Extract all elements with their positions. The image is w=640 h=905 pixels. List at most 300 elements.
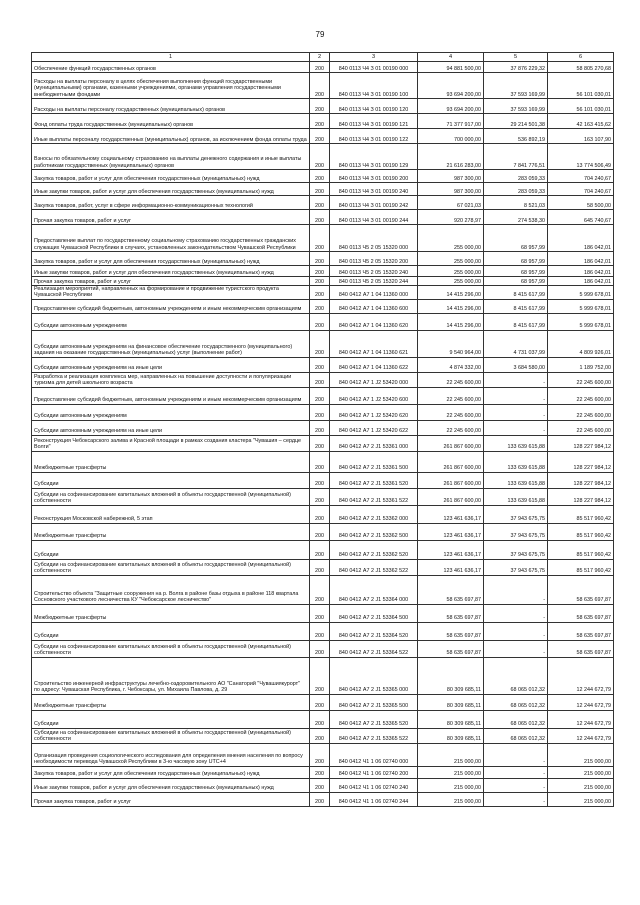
table-row (32, 357, 614, 372)
table-cell-approved: 94 881 500,00 (418, 62, 484, 73)
table-cell-description: Субсидии автономным учреждениям на финансовое обеспечение государственного (муниципального) задания на оказание государственных (муниципальных) услуг (выполнение работ) (32, 330, 310, 357)
table-cell-line-code: 200 (310, 144, 330, 170)
table-cell-budget-code: 840 0412 А7 2 J1 53365 000 (330, 657, 418, 694)
table-cell-description: Расходы на выплаты персоналу в целях обеспечения выполнения функций государственными (муниципальными) органами, казенными учреждениями, органами управления государственными внебюджетными фондами (32, 73, 310, 99)
table-cell-budget-code: 840 0113 Ч4 З 01 00190 200 (330, 170, 418, 183)
table-cell-description: Субсидии на софинансирование капитальных вложений в объекты государственной (муниципальной) собственности (32, 640, 310, 657)
table-row (32, 743, 614, 766)
table-cell-approved: 93 694 200,00 (418, 99, 484, 114)
table-cell-description: Субсидии (32, 472, 310, 488)
column-number-row (32, 53, 614, 62)
table-row (32, 170, 614, 183)
table-cell-unexecuted: 42 163 415,62 (548, 114, 614, 129)
table-cell-description: Закупка товаров, работ и услуг для обеспечения государственных (муниципальных) нужд (32, 766, 310, 778)
table-cell-description: Межбюджетные трансферты (32, 604, 310, 622)
table-cell-approved: 80 309 685,11 (418, 728, 484, 743)
table-cell-executed: - (484, 766, 548, 778)
table-row (32, 472, 614, 488)
table-cell-executed: 7 841 776,51 (484, 144, 548, 170)
table-cell-approved: 123 461 636,17 (418, 540, 484, 559)
table-cell-description: Предоставление субсидий бюджетным, автономным учреждениям и иным некоммерческим организациям (32, 387, 310, 404)
table-cell-line-code: 200 (310, 451, 330, 472)
table-cell-budget-code: 840 0412 А7 2 J1 53362 000 (330, 505, 418, 523)
table-row (32, 225, 614, 252)
table-row (32, 488, 614, 505)
table-cell-unexecuted: 58 635 697,87 (548, 640, 614, 657)
table-cell-executed: - (484, 404, 548, 420)
table-cell-budget-code: 840 0412 А7 2 J1 53362 522 (330, 559, 418, 575)
table-cell-description: Иные выплаты персоналу государственных (муниципальных) органов, за исключением фонда оплаты труда (32, 129, 310, 144)
table-cell-budget-code: 840 0412 А7 1 04 11360 000 (330, 286, 418, 300)
column-header: 6 (548, 53, 614, 62)
table-cell-budget-code: 840 0412 А7 2 J1 53361 520 (330, 472, 418, 488)
table-cell-line-code: 200 (310, 114, 330, 129)
table-cell-executed: - (484, 575, 548, 604)
table-cell-approved: 255 000,00 (418, 225, 484, 252)
table-cell-unexecuted: 58 635 697,87 (548, 575, 614, 604)
table-cell-description: Прочая закупка товаров, работ и услуг (32, 277, 310, 286)
table-cell-budget-code: 840 0412 А7 2 J1 53361 500 (330, 451, 418, 472)
table-cell-description: Разработка и реализация комплекса мер, направленных на повышение доступности и популяризации туризма для детей школьного возраста (32, 372, 310, 387)
table-row (32, 559, 614, 575)
table-row (32, 252, 614, 266)
table-row (32, 728, 614, 743)
table-row (32, 129, 614, 144)
table-cell-executed: 8 415 617,99 (484, 299, 548, 313)
table-row (32, 266, 614, 277)
table-cell-executed: - (484, 372, 548, 387)
table-cell-budget-code: 840 0113 Ч4 З 01 00190 121 (330, 114, 418, 129)
table-row (32, 523, 614, 540)
table-cell-unexecuted: 1 189 752,00 (548, 357, 614, 372)
table-cell-budget-code: 840 0412 А7 2 J1 53364 000 (330, 575, 418, 604)
table-cell-unexecuted: 704 240,67 (548, 183, 614, 196)
table-cell-budget-code: 840 0412 Ч1 1 06 02740 000 (330, 743, 418, 766)
table-cell-line-code: 200 (310, 196, 330, 210)
table-row (32, 694, 614, 710)
table-cell-budget-code: 840 0412 А7 2 J1 53361 000 (330, 435, 418, 451)
table-cell-line-code: 200 (310, 505, 330, 523)
table-cell-description: Субсидии (32, 710, 310, 728)
table-cell-line-code: 200 (310, 62, 330, 73)
table-cell-approved: 123 461 636,17 (418, 505, 484, 523)
table-cell-executed: - (484, 778, 548, 792)
column-header: 4 (418, 53, 484, 62)
table-cell-executed: 133 639 615,88 (484, 451, 548, 472)
table-cell-budget-code: 840 0412 Ч1 1 06 02740 200 (330, 766, 418, 778)
table-cell-budget-code: 840 0113 Ч5 2 05 15320 244 (330, 277, 418, 286)
table-cell-approved: 920 278,97 (418, 210, 484, 225)
table-cell-executed: 37 593 169,99 (484, 73, 548, 99)
table-cell-approved: 261 867 600,00 (418, 472, 484, 488)
budget-report-table (31, 52, 614, 807)
table-cell-line-code: 200 (310, 313, 330, 330)
table-row (32, 210, 614, 225)
table-cell-description: Субсидии (32, 540, 310, 559)
table-cell-unexecuted: 128 227 984,12 (548, 435, 614, 451)
table-cell-description: Предоставление выплат по государственному социальному страхованию государственных гражданских служащих Чувашской Республики в случаях, установленных законодательством Чувашской Республики (32, 225, 310, 252)
table-cell-unexecuted: 186 042,01 (548, 225, 614, 252)
table-cell-approved: 80 309 685,11 (418, 710, 484, 728)
table-cell-unexecuted: 13 774 506,49 (548, 144, 614, 170)
table-cell-approved: 71 377 917,00 (418, 114, 484, 129)
table-cell-approved: 255 000,00 (418, 277, 484, 286)
table-cell-approved: 80 309 685,11 (418, 694, 484, 710)
table-cell-description: Реконструкция Московской набережной, 5 этап (32, 505, 310, 523)
table-cell-line-code: 200 (310, 766, 330, 778)
table-cell-description: Организация проведения социологического исследования для определения мнения населения по вопросу необходимости перевода Чувашской Республики в 3-ю часовую зону UTC+4 (32, 743, 310, 766)
table-cell-approved: 123 461 636,17 (418, 559, 484, 575)
table-cell-approved: 67 021,03 (418, 196, 484, 210)
table-row (32, 451, 614, 472)
table-cell-budget-code: 840 0412 Ч1 1 06 02740 244 (330, 792, 418, 806)
table-cell-executed: - (484, 640, 548, 657)
table-cell-executed: 68 957,99 (484, 252, 548, 266)
table-cell-description: Закупка товаров, работ и услуг для обеспечения государственных (муниципальных) нужд (32, 252, 310, 266)
table-row (32, 404, 614, 420)
table-cell-description: Строительство инженерной инфраструктуры лечебно-оздоровительного АО "Санаторий "Чувашиякурорт" по адресу: Чувашская Республика, г. Чебоксары, ул. Михаила Павлова, д. 29 (32, 657, 310, 694)
table-cell-approved: 14 415 296,00 (418, 299, 484, 313)
table-cell-budget-code: 840 0412 А7 1 04 11360 621 (330, 330, 418, 357)
table-cell-description: Закупка товаров, работ и услуг для обеспечения государственных (муниципальных) нужд (32, 170, 310, 183)
table-cell-description: Субсидии автономным учреждениям на иные цели (32, 357, 310, 372)
table-cell-executed: 68 957,99 (484, 225, 548, 252)
table-cell-description: Иные закупки товаров, работ и услуг для обеспечения государственных (муниципальных) нужд (32, 266, 310, 277)
table-cell-line-code: 200 (310, 540, 330, 559)
table-cell-description: Межбюджетные трансферты (32, 523, 310, 540)
table-row (32, 505, 614, 523)
table-cell-unexecuted: 12 244 672,79 (548, 710, 614, 728)
table-cell-executed: 3 684 580,00 (484, 357, 548, 372)
table-row (32, 540, 614, 559)
table-cell-budget-code: 840 0412 А7 2 J1 53364 500 (330, 604, 418, 622)
table-cell-unexecuted: 163 107,90 (548, 129, 614, 144)
table-row (32, 778, 614, 792)
table-cell-executed: 37 943 675,75 (484, 505, 548, 523)
table-cell-unexecuted: 128 227 984,12 (548, 488, 614, 505)
table-cell-executed: 68 957,99 (484, 277, 548, 286)
table-cell-executed: 68 065 012,32 (484, 710, 548, 728)
table-cell-unexecuted: 58 805 270,68 (548, 62, 614, 73)
table-cell-line-code: 200 (310, 99, 330, 114)
table-cell-executed: 8 521,03 (484, 196, 548, 210)
table-cell-budget-code: 840 0412 А7 2 J1 53362 520 (330, 540, 418, 559)
table-row (32, 277, 614, 286)
table-cell-budget-code: 840 0412 А7 1 J2 53420 622 (330, 420, 418, 435)
table-cell-unexecuted: 128 227 984,12 (548, 472, 614, 488)
table-cell-line-code: 200 (310, 710, 330, 728)
table-row (32, 372, 614, 387)
table-row (32, 299, 614, 313)
table-cell-executed: - (484, 792, 548, 806)
table-cell-line-code: 200 (310, 252, 330, 266)
table-cell-description: Реализация мероприятий, направленных на формирование и продвижение туристского продукта Чувашской Республики (32, 286, 310, 300)
table-cell-budget-code: 840 0113 Ч5 2 05 15320 200 (330, 252, 418, 266)
table-cell-approved: 987 300,00 (418, 170, 484, 183)
table-cell-line-code: 200 (310, 404, 330, 420)
table-row (32, 420, 614, 435)
table-cell-executed: 37 943 675,75 (484, 559, 548, 575)
table-cell-approved: 22 245 600,00 (418, 420, 484, 435)
table-cell-executed: 8 415 617,99 (484, 286, 548, 300)
table-cell-unexecuted: 12 244 672,79 (548, 657, 614, 694)
table-cell-approved: 58 635 697,87 (418, 640, 484, 657)
table-cell-executed: - (484, 420, 548, 435)
table-cell-budget-code: 840 0113 Ч4 З 01 00190 240 (330, 183, 418, 196)
table-cell-unexecuted: 215 000,00 (548, 778, 614, 792)
table-cell-line-code: 200 (310, 225, 330, 252)
table-cell-approved: 22 245 600,00 (418, 404, 484, 420)
table-cell-executed: 133 639 615,88 (484, 435, 548, 451)
table-cell-unexecuted: 58 635 697,87 (548, 622, 614, 640)
table-cell-budget-code: 840 0412 А7 1 J2 53420 000 (330, 372, 418, 387)
table-row (32, 604, 614, 622)
table-cell-unexecuted: 56 101 030,01 (548, 73, 614, 99)
table-cell-unexecuted: 215 000,00 (548, 792, 614, 806)
table-cell-unexecuted: 85 517 960,42 (548, 559, 614, 575)
table-cell-budget-code: 840 0412 Ч1 1 06 02740 240 (330, 778, 418, 792)
table-row (32, 792, 614, 806)
table-cell-approved: 700 000,00 (418, 129, 484, 144)
table-cell-unexecuted: 85 517 960,42 (548, 523, 614, 540)
table-cell-approved: 93 694 200,00 (418, 73, 484, 99)
table-cell-line-code: 200 (310, 488, 330, 505)
table-cell-unexecuted: 22 245 600,00 (548, 372, 614, 387)
table-cell-executed: 68 065 012,32 (484, 728, 548, 743)
table-cell-unexecuted: 12 244 672,79 (548, 728, 614, 743)
table-cell-approved: 215 000,00 (418, 792, 484, 806)
table-cell-description: Строительство объекта "Защитные сооружения на р. Волга в районе базы отдыха в районе 118 квартала Сосновского участкового лесничества КУ "Чебоксарское лесничество" (32, 575, 310, 604)
table-cell-line-code: 200 (310, 357, 330, 372)
table-cell-description: Фонд оплаты труда государственных (муниципальных) органов (32, 114, 310, 129)
table-cell-approved: 123 461 636,17 (418, 523, 484, 540)
table-cell-approved: 22 245 600,00 (418, 372, 484, 387)
table-cell-line-code: 200 (310, 210, 330, 225)
table-cell-approved: 987 300,00 (418, 183, 484, 196)
table-cell-description: Субсидии на софинансирование капитальных вложений в объекты государственной (муниципальной) собственности (32, 728, 310, 743)
table-cell-approved: 58 635 697,87 (418, 575, 484, 604)
table-cell-description: Субсидии на софинансирование капитальных вложений в объекты государственной (муниципальной) собственности (32, 488, 310, 505)
table-cell-line-code: 200 (310, 420, 330, 435)
table-cell-unexecuted: 85 517 960,42 (548, 540, 614, 559)
table-cell-description: Прочая закупка товаров, работ и услуг (32, 792, 310, 806)
table-cell-line-code: 200 (310, 387, 330, 404)
table-cell-line-code: 200 (310, 170, 330, 183)
table-row (32, 114, 614, 129)
table-cell-budget-code: 840 0412 А7 1 J2 53420 620 (330, 404, 418, 420)
column-header: 1 (32, 53, 310, 62)
table-cell-line-code: 200 (310, 559, 330, 575)
table-cell-description: Межбюджетные трансферты (32, 694, 310, 710)
column-header: 2 (310, 53, 330, 62)
table-row (32, 657, 614, 694)
table-cell-line-code: 200 (310, 330, 330, 357)
table-cell-executed: 4 731 037,99 (484, 330, 548, 357)
table-cell-approved: 261 867 600,00 (418, 451, 484, 472)
table-cell-approved: 14 415 296,00 (418, 286, 484, 300)
table-cell-unexecuted: 186 042,01 (548, 252, 614, 266)
table-cell-line-code: 200 (310, 640, 330, 657)
table-cell-description: Закупка товаров, работ, услуг в сфере информационно-коммуникационных технологий (32, 196, 310, 210)
table-row (32, 710, 614, 728)
table-cell-approved: 261 867 600,00 (418, 488, 484, 505)
table-cell-description: Субсидии (32, 622, 310, 640)
table-cell-budget-code: 840 0412 А7 1 04 11360 620 (330, 313, 418, 330)
table-cell-executed: 133 639 615,88 (484, 472, 548, 488)
table-cell-budget-code: 840 0412 А7 1 J2 53420 600 (330, 387, 418, 404)
table-cell-unexecuted: 85 517 960,42 (548, 505, 614, 523)
table-cell-line-code: 200 (310, 266, 330, 277)
table-cell-executed: - (484, 387, 548, 404)
table-cell-approved: 14 415 296,00 (418, 313, 484, 330)
table-row (32, 640, 614, 657)
table-cell-budget-code: 840 0113 Ч4 З 01 00190 122 (330, 129, 418, 144)
table-cell-line-code: 200 (310, 778, 330, 792)
table-cell-budget-code: 840 0113 Ч5 2 05 15320 240 (330, 266, 418, 277)
table-cell-executed: 37 593 169,99 (484, 99, 548, 114)
page-number: 79 (315, 30, 325, 39)
table-cell-budget-code: 840 0412 А7 2 J1 53361 522 (330, 488, 418, 505)
table-cell-line-code: 200 (310, 728, 330, 743)
table-cell-approved: 9 540 964,00 (418, 330, 484, 357)
table-cell-budget-code: 840 0113 Ч4 З 01 00190 244 (330, 210, 418, 225)
table-cell-description: Предоставление субсидий бюджетным, автономным учреждениям и иным некоммерческим организациям (32, 299, 310, 313)
table-cell-budget-code: 840 0412 А7 2 J1 53365 522 (330, 728, 418, 743)
table-cell-budget-code: 840 0412 А7 2 J1 53364 520 (330, 622, 418, 640)
table-cell-approved: 58 635 697,87 (418, 622, 484, 640)
table-cell-executed: 283 059,33 (484, 183, 548, 196)
table-cell-executed: 536 892,19 (484, 129, 548, 144)
table-cell-line-code: 200 (310, 694, 330, 710)
table-cell-budget-code: 840 0412 А7 2 J1 53365 500 (330, 694, 418, 710)
table-row (32, 99, 614, 114)
table-cell-executed: - (484, 743, 548, 766)
table-row (32, 575, 614, 604)
table-cell-unexecuted: 645 740,67 (548, 210, 614, 225)
table-cell-approved: 22 245 600,00 (418, 387, 484, 404)
table-row (32, 183, 614, 196)
table-cell-budget-code: 840 0113 Ч4 З 01 00190 000 (330, 62, 418, 73)
table-cell-executed: - (484, 604, 548, 622)
table-cell-line-code: 200 (310, 523, 330, 540)
table-cell-line-code: 200 (310, 657, 330, 694)
table-cell-approved: 255 000,00 (418, 266, 484, 277)
table-cell-approved: 215 000,00 (418, 778, 484, 792)
table-cell-executed: - (484, 622, 548, 640)
table-cell-line-code: 200 (310, 129, 330, 144)
table-cell-description: Реконструкция Чебоксарского залива и Красной площади в рамках создания кластера "Чувашия – сердце Волги" (32, 435, 310, 451)
table-row (32, 435, 614, 451)
table-cell-unexecuted: 5 999 678,01 (548, 313, 614, 330)
table-cell-approved: 261 867 600,00 (418, 435, 484, 451)
table-row (32, 196, 614, 210)
table-cell-executed: 283 059,33 (484, 170, 548, 183)
table-cell-budget-code: 840 0113 Ч4 З 01 00190 242 (330, 196, 418, 210)
table-cell-approved: 21 616 283,00 (418, 144, 484, 170)
table-cell-line-code: 200 (310, 604, 330, 622)
table-cell-executed: 274 538,30 (484, 210, 548, 225)
table-cell-description: Межбюджетные трансферты (32, 451, 310, 472)
table-cell-unexecuted: 704 240,67 (548, 170, 614, 183)
table-cell-approved: 255 000,00 (418, 252, 484, 266)
table-cell-description: Расходы на выплаты персоналу государственных (муниципальных) органов (32, 99, 310, 114)
table-cell-approved: 4 874 332,00 (418, 357, 484, 372)
table-row (32, 387, 614, 404)
table-row (32, 330, 614, 357)
table-cell-approved: 80 309 685,11 (418, 657, 484, 694)
column-header: 3 (330, 53, 418, 62)
table-cell-budget-code: 840 0113 Ч5 2 05 15320 000 (330, 225, 418, 252)
table-cell-unexecuted: 215 000,00 (548, 766, 614, 778)
table-cell-unexecuted: 22 245 600,00 (548, 420, 614, 435)
table-cell-unexecuted: 186 042,01 (548, 266, 614, 277)
table-cell-budget-code: 840 0412 А7 1 04 11360 600 (330, 299, 418, 313)
table-cell-unexecuted: 5 999 678,01 (548, 286, 614, 300)
table-cell-executed: 68 957,99 (484, 266, 548, 277)
table-cell-description: Иные закупки товаров, работ и услуг для обеспечения государственных (муниципальных) нужд (32, 778, 310, 792)
table-cell-line-code: 200 (310, 372, 330, 387)
table-cell-budget-code: 840 0412 А7 2 J1 53365 520 (330, 710, 418, 728)
table-cell-description: Обеспечение функций государственных органов (32, 62, 310, 73)
table-cell-line-code: 200 (310, 435, 330, 451)
table-cell-unexecuted: 215 000,00 (548, 743, 614, 766)
table-body (32, 62, 614, 807)
table-cell-unexecuted: 56 101 030,01 (548, 99, 614, 114)
table-cell-description: Субсидии автономным учреждениям (32, 313, 310, 330)
table-cell-budget-code: 840 0412 А7 2 J1 53362 500 (330, 523, 418, 540)
table-cell-budget-code: 840 0113 Ч4 З 01 00190 100 (330, 73, 418, 99)
table-cell-executed: 133 639 615,88 (484, 488, 548, 505)
table-cell-line-code: 200 (310, 575, 330, 604)
table-cell-budget-code: 840 0113 Ч4 З 01 00190 120 (330, 99, 418, 114)
table-row (32, 313, 614, 330)
table-cell-executed: 37 943 675,75 (484, 540, 548, 559)
table-cell-unexecuted: 4 809 926,01 (548, 330, 614, 357)
table-cell-unexecuted: 58 635 697,87 (548, 604, 614, 622)
table-row (32, 144, 614, 170)
table-cell-approved: 215 000,00 (418, 743, 484, 766)
table-cell-unexecuted: 22 245 600,00 (548, 387, 614, 404)
table-row (32, 766, 614, 778)
table-cell-line-code: 200 (310, 183, 330, 196)
table-row (32, 62, 614, 73)
table-cell-executed: 29 214 501,38 (484, 114, 548, 129)
table-cell-approved: 58 635 697,87 (418, 604, 484, 622)
table-cell-line-code: 200 (310, 743, 330, 766)
table-row (32, 73, 614, 99)
column-header: 5 (484, 53, 548, 62)
table-cell-executed: 68 065 012,32 (484, 657, 548, 694)
table-cell-description: Субсидии автономным учреждениям (32, 404, 310, 420)
table-cell-approved: 215 000,00 (418, 766, 484, 778)
table-cell-executed: 8 415 617,99 (484, 313, 548, 330)
table-cell-unexecuted: 128 227 984,12 (548, 451, 614, 472)
table-cell-line-code: 200 (310, 286, 330, 300)
table-cell-budget-code: 840 0412 А7 2 J1 53364 522 (330, 640, 418, 657)
table-cell-line-code: 200 (310, 792, 330, 806)
table-cell-unexecuted: 12 244 672,79 (548, 694, 614, 710)
table-cell-line-code: 200 (310, 277, 330, 286)
table-cell-unexecuted: 5 999 678,01 (548, 299, 614, 313)
table-cell-description: Субсидии автономным учреждениям на иные цели (32, 420, 310, 435)
table-cell-description: Субсидии на софинансирование капитальных вложений в объекты государственной (муниципальной) собственности (32, 559, 310, 575)
table-cell-unexecuted: 186 042,01 (548, 277, 614, 286)
table-cell-description: Взносы по обязательному социальному страхованию на выплаты денежного содержания и иные выплаты работникам государственных (муниципальных) органов (32, 144, 310, 170)
table-cell-unexecuted: 22 245 600,00 (548, 404, 614, 420)
table-cell-budget-code: 840 0113 Ч4 З 01 00190 129 (330, 144, 418, 170)
table-cell-line-code: 200 (310, 73, 330, 99)
table-row (32, 286, 614, 300)
